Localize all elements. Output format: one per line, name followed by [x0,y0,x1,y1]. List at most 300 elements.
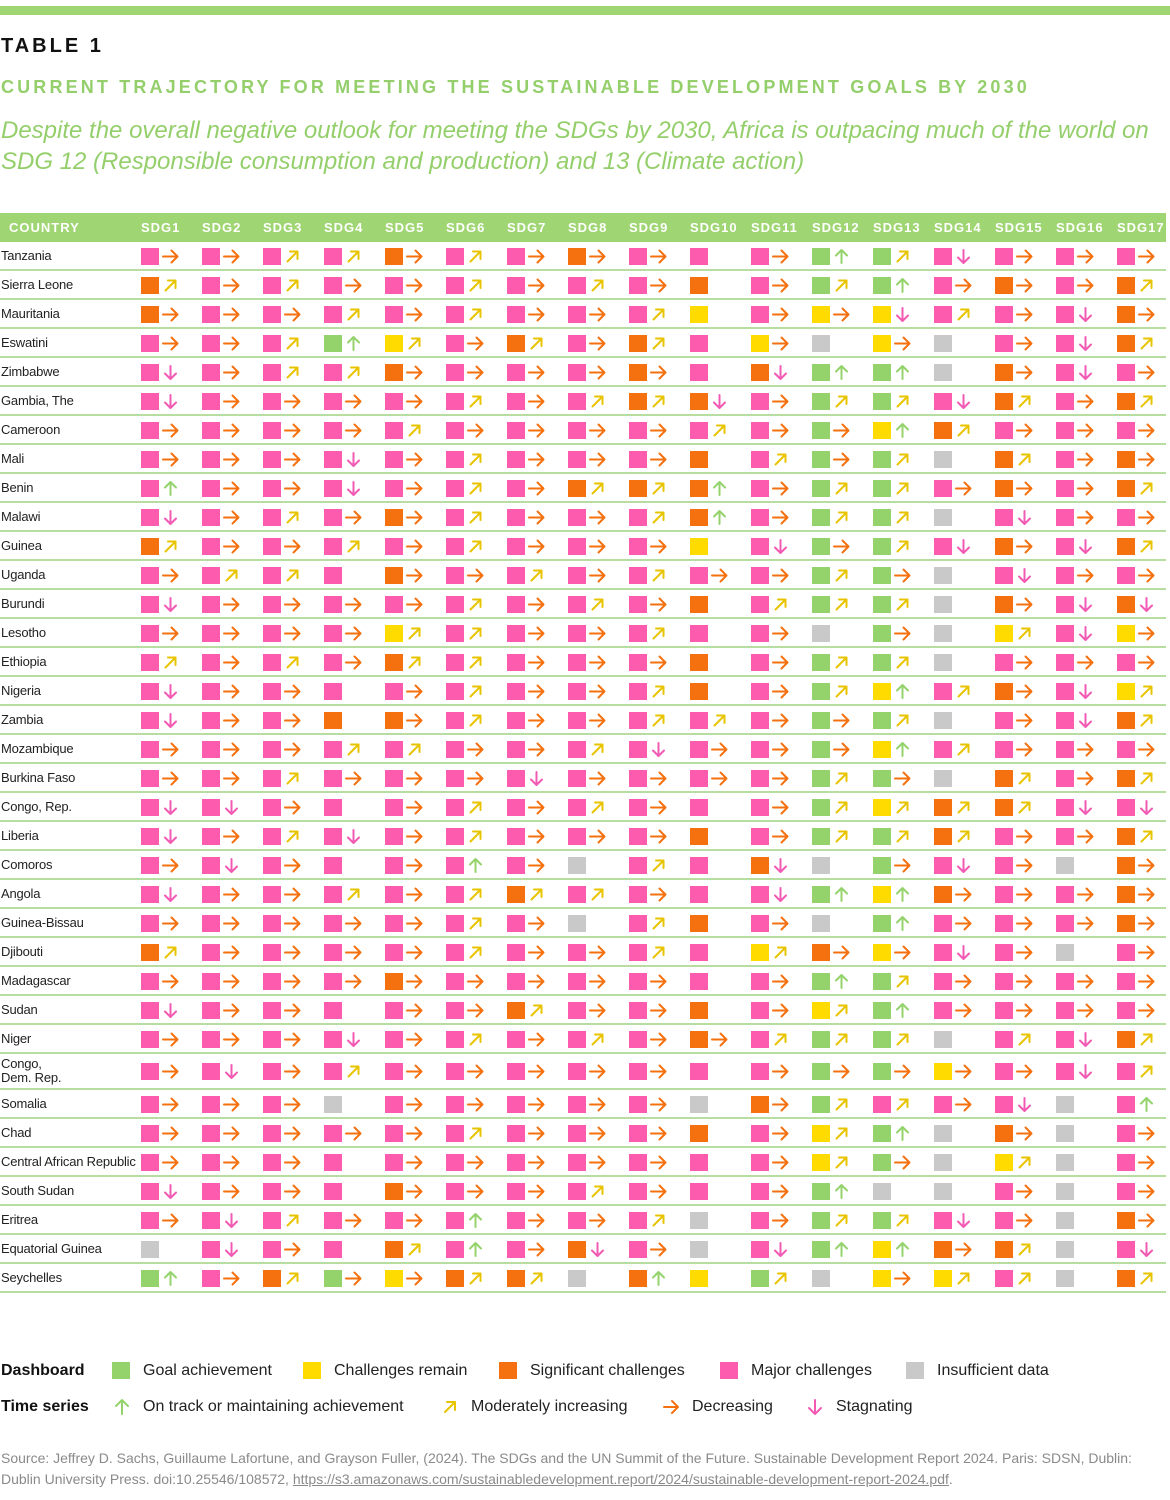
sdg-cell [995,364,1035,381]
arrow-up-icon [893,421,912,440]
arrow-right-icon [405,247,424,266]
sdg-cell [202,364,242,381]
sdg-cell [629,1002,669,1019]
sdg-cell [507,1096,547,1113]
status-square-major-challenges [263,1063,281,1080]
arrow-up-right-icon [344,363,363,382]
arrow-right-icon [1076,740,1095,759]
arrow-right-icon [283,943,302,962]
sdg-cell [629,538,669,555]
sdg-cell [446,335,486,352]
sdg-cell [141,567,181,584]
table-row [0,851,1166,880]
table-row [0,764,1166,793]
arrow-right-icon [405,1153,424,1172]
sdg-cell [568,1096,608,1113]
sdg-cell [629,306,669,323]
sdg-cell [385,538,425,555]
arrow-right-icon [771,305,790,324]
status-square-major-challenges [507,306,525,323]
status-square-major-challenges [507,1063,525,1080]
sdg-cell [629,654,669,671]
arrow-right-icon [405,943,424,962]
status-square-major-challenges [568,1125,586,1142]
status-square-major-challenges [385,1063,403,1080]
sdg-cell [629,277,669,294]
sdg-cell [385,1183,425,1200]
arrow-right-icon [771,682,790,701]
sdg-cell [263,1183,303,1200]
arrow-up-right-icon [893,972,912,991]
arrow-right-icon [222,711,241,730]
status-square-significant-challenges [1117,1270,1135,1287]
status-square-significant-challenges [995,364,1013,381]
arrow-up-right-icon [466,450,485,469]
sdg-cell [446,973,486,990]
status-square-major-challenges [690,364,708,381]
arrow-right-icon [1137,566,1156,585]
sdg-cell [1117,857,1157,874]
arrow-right-icon [832,1062,851,1081]
arrow-right-icon [405,856,424,875]
status-square-major-challenges [324,857,342,874]
arrow-down-icon [161,508,180,527]
sdg-cell [141,480,181,497]
arrow-up-right-icon [832,798,851,817]
status-square-major-challenges [202,393,220,410]
arrow-up-right-icon [771,1269,790,1288]
status-square-major-challenges [507,393,525,410]
sdg-cell [263,828,303,845]
arrow-up-right-icon [405,1240,424,1259]
arrow-right-icon [649,450,668,469]
arrow-right-icon [649,421,668,440]
arrow-right-icon [222,1153,241,1172]
arrow-up-right-icon [954,421,973,440]
sdg-cell [751,1063,791,1080]
sdg-cell [1056,828,1096,845]
arrow-up-right-icon [1015,798,1034,817]
status-square-major-challenges [141,335,159,352]
status-square-major-challenges [324,1002,342,1019]
sdg-cell [690,712,730,729]
status-square-goal-achievement [812,277,830,294]
arrow-up-right-icon [466,1030,485,1049]
arrow-up-right-icon [893,479,912,498]
sdg-cell [934,915,974,932]
status-square-major-challenges [385,596,403,613]
sdg-cell [385,799,425,816]
status-square-major-challenges [141,422,159,439]
status-square-significant-challenges [934,886,952,903]
arrow-down-icon [161,392,180,411]
arrow-right-icon [527,1211,546,1230]
sdg-cell [1056,306,1096,323]
sdg-cell [690,306,730,323]
arrow-right-icon [405,711,424,730]
sdg-cell [568,567,608,584]
sdg-cell [690,1125,730,1142]
sdg-cell [995,712,1035,729]
status-square-goal-achievement [812,596,830,613]
status-square-major-challenges [690,335,708,352]
status-square-challenges-remain [812,306,830,323]
arrow-right-icon [222,972,241,991]
sdg-cell [446,1183,486,1200]
sdg-cell [507,248,547,265]
arrow-right-icon [527,392,546,411]
sdg-cell [1117,944,1157,961]
sdg-cell [751,567,791,584]
country-name: Seychelles [1,1269,62,1285]
sdg-cell [568,1241,608,1258]
sdg-cell [629,915,669,932]
status-square-major-challenges [385,1096,403,1113]
arrow-right-icon [771,827,790,846]
sdg-cell [507,799,547,816]
sdg-cell [873,364,913,381]
status-square-challenges-remain [385,625,403,642]
status-square-major-challenges [1056,451,1074,468]
sdg-cell [934,828,974,845]
status-square-major-challenges [446,1031,464,1048]
status-square-major-challenges [507,1096,525,1113]
sdg-cell [446,944,486,961]
sdg-cell [263,422,303,439]
sdg-cell [507,364,547,381]
arrow-right-icon [466,334,485,353]
sdg-cell [507,422,547,439]
arrow-right-icon [222,1269,241,1288]
sdg-cell [141,393,181,410]
sdg-cell [1056,973,1096,990]
status-square-major-challenges [446,538,464,555]
status-square-major-challenges [568,393,586,410]
status-square-major-challenges [385,1154,403,1171]
status-square-insufficient-data [1056,944,1074,961]
arrow-up-right-icon [344,885,363,904]
sdg-cell [141,422,181,439]
sdg-cell [568,422,608,439]
arrow-right-icon [771,1062,790,1081]
arrow-right-icon [405,914,424,933]
status-square-major-challenges [141,509,159,526]
arrow-right-icon [283,740,302,759]
arrow-right-icon [405,305,424,324]
status-square-goal-achievement [812,799,830,816]
sdg-cell [629,1154,669,1171]
arrow-right-icon [588,508,607,527]
sdg-cell [1117,480,1157,497]
arrow-right-icon [527,537,546,556]
arrow-right-icon [588,972,607,991]
status-square-major-challenges [202,509,220,526]
status-square-goal-achievement [812,248,830,265]
status-square-major-challenges [385,306,403,323]
sdg-cell [446,393,486,410]
sdg-cell [507,480,547,497]
status-square-major-challenges [263,1031,281,1048]
sdg-cell [751,248,791,265]
arrow-right-icon [1137,450,1156,469]
status-square-major-challenges [202,567,220,584]
sdg-cell [751,393,791,410]
arrow-up-right-icon [649,305,668,324]
arrow-up-right-icon [893,711,912,730]
status-square-major-challenges [507,654,525,671]
arrow-up-right-icon [588,798,607,817]
status-square-significant-challenges [1117,712,1135,729]
status-square-major-challenges [324,596,342,613]
sdg-cell [1117,248,1157,265]
sdg-cell [446,1063,486,1080]
status-square-major-challenges [324,973,342,990]
sdg-cell [1056,1183,1096,1200]
sdg-cell [141,683,181,700]
arrow-right-icon [649,1001,668,1020]
sdg-cell [995,277,1035,294]
status-square-insufficient-data [812,1270,830,1287]
sdg-column-header: SDG16 [1056,220,1104,235]
sdg-cell [751,973,791,990]
sdg-cell [141,828,181,845]
arrow-up-right-icon [954,740,973,759]
arrow-right-icon [1015,914,1034,933]
arrow-right-icon [405,479,424,498]
sdg-cell [995,306,1035,323]
sdg-cell [812,306,852,323]
status-square-significant-challenges [507,886,525,903]
arrow-right-icon [283,1124,302,1143]
sdg-cell [629,712,669,729]
sdg-cell [873,1096,913,1113]
sdg-cell [385,1212,425,1229]
sdg-cell [1117,1063,1157,1080]
status-square-major-challenges [1056,654,1074,671]
arrow-right-icon [527,595,546,614]
sdg-cell [385,1241,425,1258]
table-row [0,1235,1166,1264]
sdg-cell [385,451,425,468]
status-square-insufficient-data [812,335,830,352]
arrow-right-icon [222,653,241,672]
arrow-right-icon [588,943,607,962]
sdg-cell [751,1154,791,1171]
status-square-goal-achievement [873,277,891,294]
arrow-right-icon [527,421,546,440]
sdg-column-header: SDG15 [995,220,1043,235]
arrow-up-right-icon [893,1211,912,1230]
table-row [0,793,1166,822]
sdg-cell [507,973,547,990]
status-square-major-challenges [568,654,586,671]
arrow-right-icon [405,276,424,295]
arrow-right-icon [283,1001,302,1020]
sdg-cell [202,886,242,903]
status-square-insufficient-data [1056,1183,1074,1200]
status-square-goal-achievement [812,364,830,381]
status-square-major-challenges [751,248,769,265]
status-square-major-challenges [995,654,1013,671]
country-name: Benin [1,479,34,495]
arrow-right-icon [527,508,546,527]
arrow-right-icon [527,1095,546,1114]
sdg-cell [995,944,1035,961]
arrow-right-icon [649,363,668,382]
arrow-up-right-icon [832,1030,851,1049]
sdg-cell [507,625,547,642]
sdg-cell [995,1270,1035,1287]
sdg-cell [934,1241,974,1258]
sdg-cell [690,741,730,758]
arrow-up-right-icon [344,1062,363,1081]
sdg-cell [263,1241,303,1258]
sdg-cell [934,277,974,294]
status-square-insufficient-data [934,770,952,787]
arrow-right-icon [161,914,180,933]
sdg-cell [202,799,242,816]
arrow-up-right-icon [466,827,485,846]
arrow-right-icon [1076,421,1095,440]
status-square-major-challenges [446,248,464,265]
status-square-major-challenges [934,857,952,874]
arrow-up-right-icon [649,856,668,875]
arrow-up-right-icon [1015,1240,1034,1259]
status-square-major-challenges [446,306,464,323]
status-square-significant-challenges [995,277,1013,294]
arrow-right-icon [405,595,424,614]
status-square-challenges-remain [995,625,1013,642]
status-square-goal-achievement [873,1063,891,1080]
source-link[interactable]: https://s3.amazonaws.com/sustainabledevelopment.report/2024/sustainable-development-report-2024.pdf [292,1471,949,1487]
sdg-cell [507,741,547,758]
arrow-right-icon [405,392,424,411]
sdg-cell [141,741,181,758]
sdg-cell [751,683,791,700]
status-square-major-challenges [1056,625,1074,642]
arrow-right-icon [1015,595,1034,614]
status-square-major-challenges [324,741,342,758]
status-square-significant-challenges [934,828,952,845]
arrow-up-right-icon [771,943,790,962]
table-label: TABLE 1 [1,35,104,57]
sdg-cell [934,567,974,584]
sdg-cell [1056,857,1096,874]
status-square-significant-challenges [1117,596,1135,613]
arrow-down-icon [771,1240,790,1259]
sdg-cell [1056,277,1096,294]
sdg-cell [1117,509,1157,526]
sdg-cell [141,1063,181,1080]
arrow-up-right-icon [588,1030,607,1049]
arrow-right-icon [222,363,241,382]
country-name: Niger [1,1030,32,1046]
arrow-up-right-icon [832,595,851,614]
arrow-right-icon [527,682,546,701]
sdg-cell [263,770,303,787]
status-square-major-challenges [568,683,586,700]
sdg-cell [202,654,242,671]
sdg-cell [934,451,974,468]
sdg-cell [324,596,364,613]
status-square-major-challenges [446,335,464,352]
sdg-cell [263,538,303,555]
status-square-major-challenges [202,944,220,961]
sdg-cell [263,799,303,816]
arrow-up-right-icon [832,1153,851,1172]
sdg-column-header: SDG7 [507,220,547,235]
arrow-right-icon [405,1095,424,1114]
sdg-cell [690,1031,730,1048]
table-row [0,1025,1166,1054]
arrow-right-icon [893,943,912,962]
sdg-cell [934,248,974,265]
sdg-cell [751,799,791,816]
arrow-up-right-icon [283,1211,302,1230]
sdg-column-header: SDG1 [141,220,181,235]
status-square-major-challenges [263,799,281,816]
arrow-right-icon [344,1211,363,1230]
sdg-cell [202,1154,242,1171]
arrow-right-icon [1015,421,1034,440]
sdg-cell [507,393,547,410]
sdg-cell [751,364,791,381]
sdg-cell [690,944,730,961]
arrow-right-icon [893,1153,912,1172]
status-square-major-challenges [324,944,342,961]
status-square-major-challenges [568,364,586,381]
arrow-right-icon [466,1001,485,1020]
sdg-cell [324,973,364,990]
sdg-cell [141,1096,181,1113]
status-square-major-challenges [446,1241,464,1258]
status-square-major-challenges [263,1154,281,1171]
sdg-cell [507,1212,547,1229]
status-square-significant-challenges [385,567,403,584]
status-square-major-challenges [934,944,952,961]
sdg-cell [1056,1212,1096,1229]
status-square-major-challenges [263,712,281,729]
sdg-cell [690,1241,730,1258]
status-square-major-challenges [629,1002,647,1019]
arrow-right-icon [661,1397,681,1417]
arrow-right-icon [466,363,485,382]
status-square-major-challenges [629,944,647,961]
arrow-down-icon [954,247,973,266]
status-square-major-challenges [629,828,647,845]
arrow-right-icon [1137,972,1156,991]
status-square-major-challenges [507,741,525,758]
status-square-major-challenges [446,683,464,700]
status-square-goal-achievement [812,1096,830,1113]
country-name: Comoros [1,856,53,872]
status-square-significant-challenges [690,393,708,410]
status-square-insufficient-data [690,1241,708,1258]
status-square-major-challenges [1056,886,1074,903]
sdg-cell [263,451,303,468]
arrow-right-icon [1076,479,1095,498]
status-square-major-challenges [446,654,464,671]
arrow-up-right-icon [405,334,424,353]
arrow-right-icon [527,1153,546,1172]
status-square-major-challenges [751,1212,769,1229]
status-square-significant-challenges [995,480,1013,497]
sdg-cell [690,422,730,439]
status-square-significant-challenges [751,1096,769,1113]
status-square-major-challenges [751,306,769,323]
arrow-up-right-icon [283,827,302,846]
status-square-significant-challenges [629,480,647,497]
